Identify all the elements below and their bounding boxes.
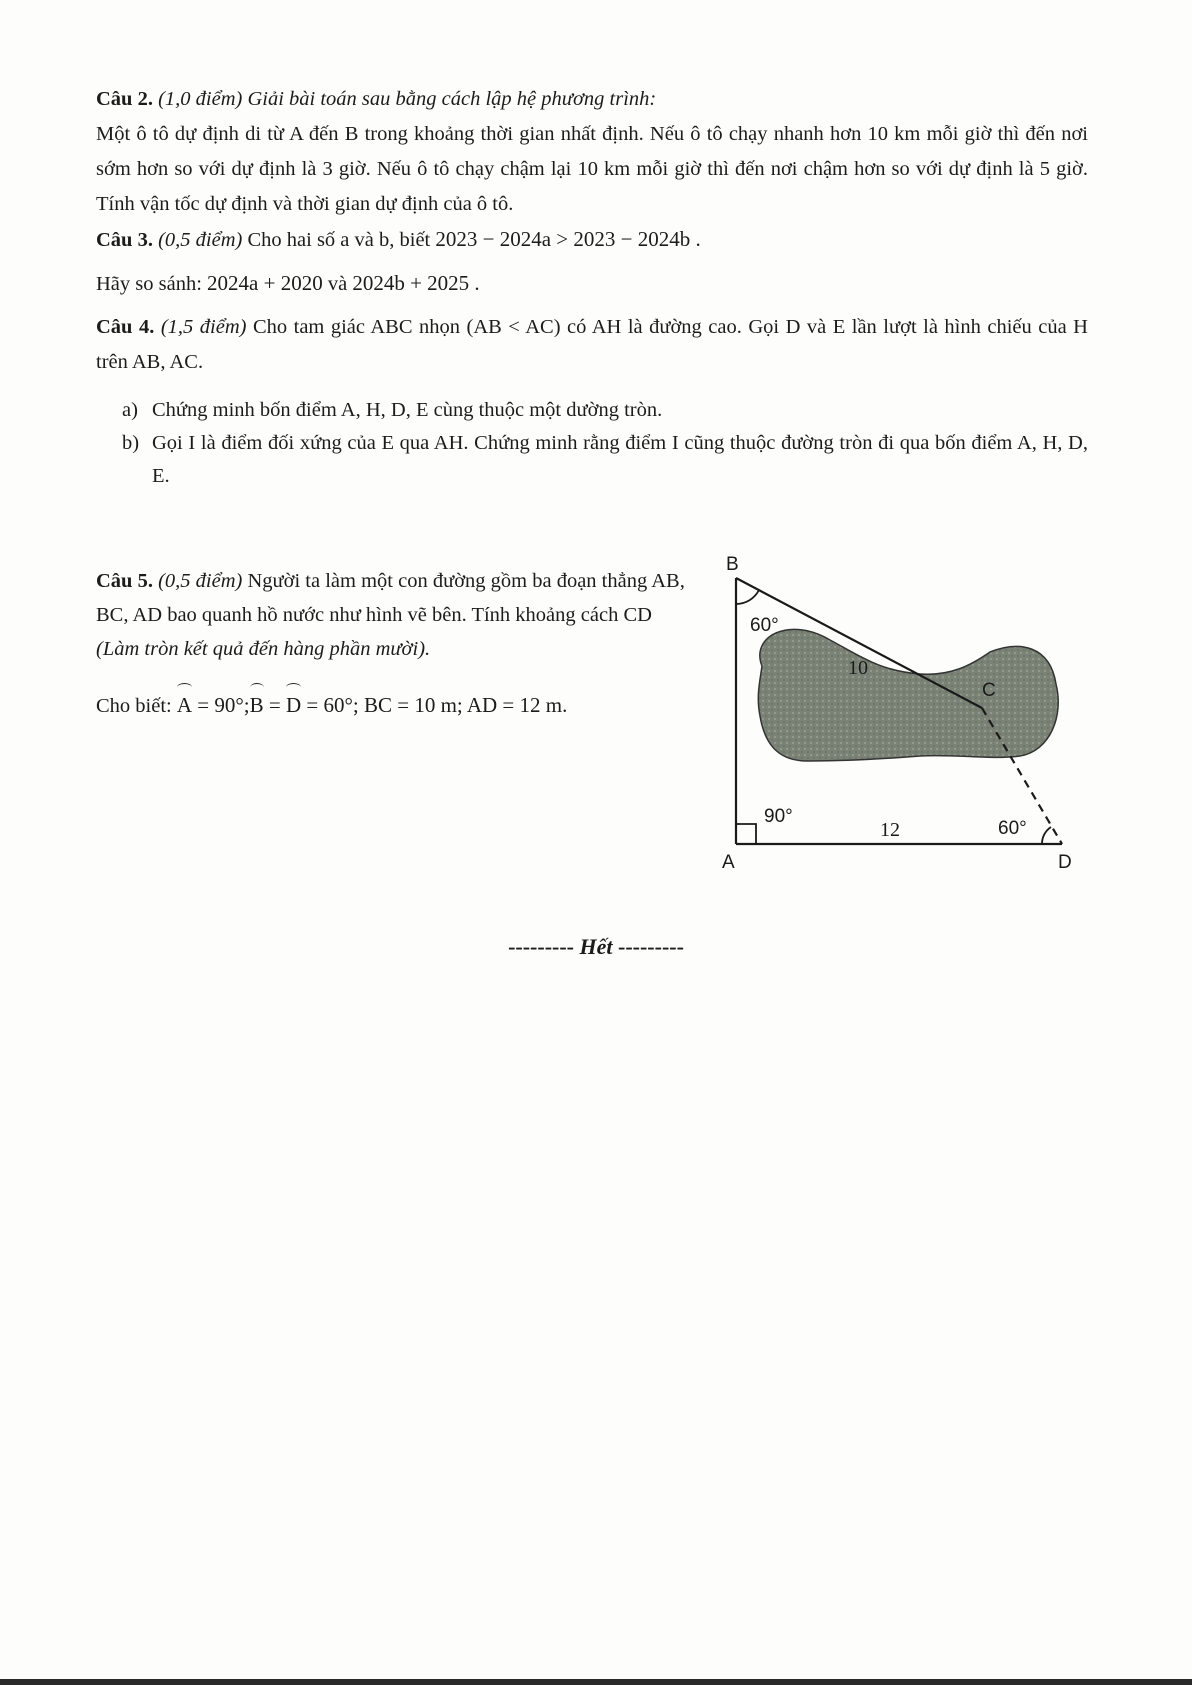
angle-b-label: 60° [750, 615, 779, 636]
q5-given-label: Cho biết: [96, 695, 172, 717]
label-c: C [982, 680, 996, 701]
q4-intro [96, 310, 1088, 380]
q2-points: (1,0 điểm) Giải bài toán sau bằng cách lập hệ phương trình: [158, 88, 657, 110]
end-dashes-right: --------- [618, 934, 684, 959]
angle-a-hat: A [177, 688, 192, 722]
eq-sign: = [263, 693, 286, 717]
q4-item-a-text: Chứng minh bốn điểm A, H, D, E cùng thuộc một dường tròn. [152, 399, 663, 421]
q3-points: (0,5 điểm) [158, 229, 243, 251]
q2-heading [96, 82, 1088, 117]
label-b: B [726, 556, 739, 575]
lake-figure [720, 556, 1100, 886]
q5-block [96, 564, 696, 723]
exam-content [96, 82, 1088, 493]
q4-body: Cho tam giác ABC nhọn (AB < AC) có AH là đường cao. Gọi D và E lần lượt là hình chiếu của H trên AB, AC. [96, 316, 1088, 373]
angle-b-arc [736, 590, 759, 604]
q5-points: (0,5 điểm) [158, 570, 243, 592]
q4-item-a-mark: a) [122, 399, 138, 421]
angle-a-value: = 90°; [192, 693, 250, 717]
lake-shape [758, 629, 1058, 761]
angle-d-arc [1042, 827, 1051, 844]
end-dashes-left: --------- [508, 934, 574, 959]
q3-expr1: 2024a + 2020 [207, 271, 323, 295]
label-a: A [722, 852, 735, 873]
q4-points: (1,5 điểm) [160, 316, 247, 338]
q3-expression: 2023 − 2024a > 2023 − 2024b . [435, 227, 701, 251]
q3-expr2: 2024b + 2025 . [352, 271, 480, 295]
q5-title: Câu 5. [96, 570, 153, 592]
q3-title: Câu 3. [96, 229, 153, 251]
q5-note: (Làm tròn kết quả đến hàng phần mười). [96, 638, 431, 660]
length-bc-label: 10 [848, 657, 868, 679]
q4-item-b [96, 427, 1088, 493]
q3-compare [96, 266, 1088, 302]
length-ad-label: 12 [880, 819, 900, 841]
given-rest: = 60°; BC = 10 m; AD = 12 m. [301, 693, 568, 717]
end-word: Hết [579, 934, 613, 959]
q5-given-math [177, 693, 567, 717]
q5-given [96, 688, 696, 723]
q5-text: Người ta làm một con đường gồm ba đoạn thẳng AB, BC, AD bao quanh hồ nước như hình vẽ bên. Tính khoảng cách CD [96, 570, 685, 626]
right-angle-mark [736, 824, 756, 844]
angle-a-label: 90° [764, 806, 793, 827]
q4-item-a [96, 394, 1088, 427]
scan-edge [0, 1679, 1192, 1685]
q5-body [96, 564, 696, 666]
angle-b-hat: B [250, 688, 264, 722]
q4-title: Câu 4. [96, 316, 155, 338]
q3-intro: Cho hai số a và b, biết [247, 229, 431, 251]
q3-conj: và [327, 273, 348, 295]
label-d: D [1058, 852, 1072, 873]
q3-line [96, 222, 1088, 258]
q3-compare-label: Hãy so sánh: [96, 273, 202, 295]
q4-item-b-mark: b) [122, 432, 140, 454]
angle-d-hat: D [286, 688, 301, 722]
q4-item-b-text: Gọi I là điểm đối xứng của E qua AH. Chứng minh rằng điểm I cũng thuộc đường tròn đi qua bốn điểm A, H, D, E. [152, 432, 1088, 487]
angle-d-label: 60° [998, 818, 1027, 839]
q2-body: Một ô tô dự định di từ A đến B trong khoảng thời gian nhất định. Nếu ô tô chạy nhanh hơn 10 km mỗi giờ thì đến nơi sớm hơn so với dự định là 3 giờ. Nếu ô tô chạy chậm lại 10 km mỗi giờ thì đến nơi chậm hơn so với dự định là 5 giờ. Tính vận tốc dự định và thời gian dự định của ô tô. [96, 123, 1088, 215]
q2-title: Câu 2. [96, 88, 153, 110]
end-marker [0, 934, 1192, 960]
